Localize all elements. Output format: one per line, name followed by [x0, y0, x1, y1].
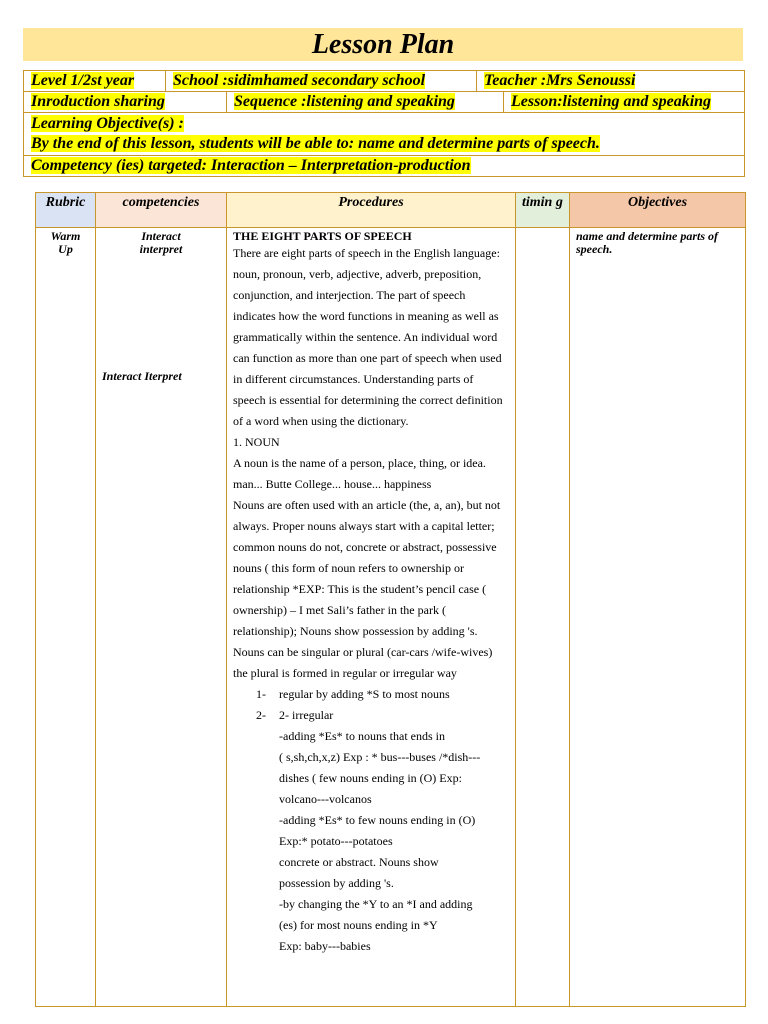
header-objectives: Objectives: [570, 193, 746, 228]
sub-line: (es) for most nouns ending in *Y: [279, 918, 438, 932]
table-header-row: [36, 193, 746, 228]
header-timing: timin g: [516, 193, 570, 228]
intro-field: Inroduction sharing: [31, 93, 165, 110]
competency-2: Interact Iterpret: [102, 369, 182, 383]
school-field: School :sidimhamed secondary school: [173, 72, 426, 89]
noun-heading: 1. NOUN: [233, 435, 280, 449]
list-item-number: 2-: [256, 708, 266, 722]
objective-entry: name and determine parts of speech.: [576, 229, 719, 256]
objective-text: By the end of this lesson, students will be able to: name and determine parts of speech.: [31, 135, 600, 152]
sub-line: Exp:* potato---potatoes: [279, 834, 393, 848]
page-title-bar: [23, 28, 743, 61]
sub-line: -by changing the *Y to an *I and adding: [279, 897, 473, 911]
info-row-1: [24, 71, 744, 92]
rubric-warm-up: Warm Up: [50, 229, 81, 256]
objectives-cell: [570, 228, 746, 1007]
sub-line: -adding *Es* to few nouns ending in (O): [279, 813, 476, 827]
teacher-field: Teacher :Mrs Senoussi: [484, 72, 636, 89]
header-competencies: competencies: [96, 193, 227, 228]
info-row-competency: [24, 156, 744, 176]
sub-line: dishes ( few nouns ending in (O) Exp:: [279, 771, 462, 785]
sub-line: possession by adding 's.: [279, 876, 394, 890]
list-item-number: 1-: [256, 687, 266, 701]
noun-definition: A noun is the name of a person, place, thing, or idea.: [233, 456, 486, 470]
noun-usage: Nouns are often used with an article (the, a, an), but not always. Proper nouns always start with a capital letter; common nouns do not, concrete or abstract, possessive nouns ( this form of noun refers to ownership or relationship *EXP: This is the student’s pencil case ( ownership) – I met Sali’s father in the park ( relationship); Nouns show possession by adding 's. Nouns can be singular or plural (car-cars /wife-wives) the plural is formed in regular or irregular way: [233, 498, 501, 680]
list-item: [233, 684, 509, 705]
objective-label: Learning Objective(s) :: [31, 115, 184, 132]
procedures-cell: [227, 228, 516, 1007]
procedures-heading: THE EIGHT PARTS OF SPEECH: [233, 229, 412, 243]
rubric-cell: [36, 228, 96, 1007]
lesson-field: Lesson:listening and speaking: [511, 93, 712, 110]
timing-cell: [516, 228, 570, 1007]
header-rubric: Rubric: [36, 193, 96, 228]
competency-field: Competency (ies) targeted: Interaction – Interpretation-production: [31, 157, 471, 174]
competency-1: Interact interpret: [139, 229, 183, 256]
table-row-warmup: [36, 228, 746, 1007]
lesson-info-table: [23, 70, 745, 177]
list-item: [233, 705, 509, 726]
sub-line: ( s,sh,ch,x,z) Exp : * bus---buses /*dish---: [279, 750, 481, 764]
page-title: Lesson Plan: [311, 29, 455, 60]
info-row-objectives: [24, 113, 744, 156]
info-row-2: [24, 92, 744, 113]
procedures-table: [35, 192, 746, 1007]
header-procedures: Procedures: [227, 193, 516, 228]
sub-line: -adding *Es* to nouns that ends in: [279, 729, 445, 743]
level-field: Level 1/2st year: [31, 72, 135, 89]
sub-line: volcano---volcanos: [279, 792, 372, 806]
competencies-cell: [96, 228, 227, 1007]
noun-examples: man... Butte College... house... happiness: [233, 477, 432, 491]
list-item-text: 2- irregular: [279, 708, 334, 722]
sub-line: Exp: baby---babies: [279, 939, 371, 953]
list-item-text: regular by adding *S to most nouns: [279, 687, 450, 701]
sequence-field: Sequence :listening and speaking: [234, 93, 455, 110]
sub-line: concrete or abstract. Nouns show: [279, 855, 439, 869]
procedures-intro: There are eight parts of speech in the English language: noun, pronoun, verb, adjective, adverb, preposition, conjunction, and interjection. The part of speech indicates how the word functions in meaning as well as grammatically within the sentence. An individual word can function as more than one part of speech when used in different circumstances. Understanding parts of speech is essential for determining the correct definition of a word when using the dictionary.: [233, 246, 503, 428]
